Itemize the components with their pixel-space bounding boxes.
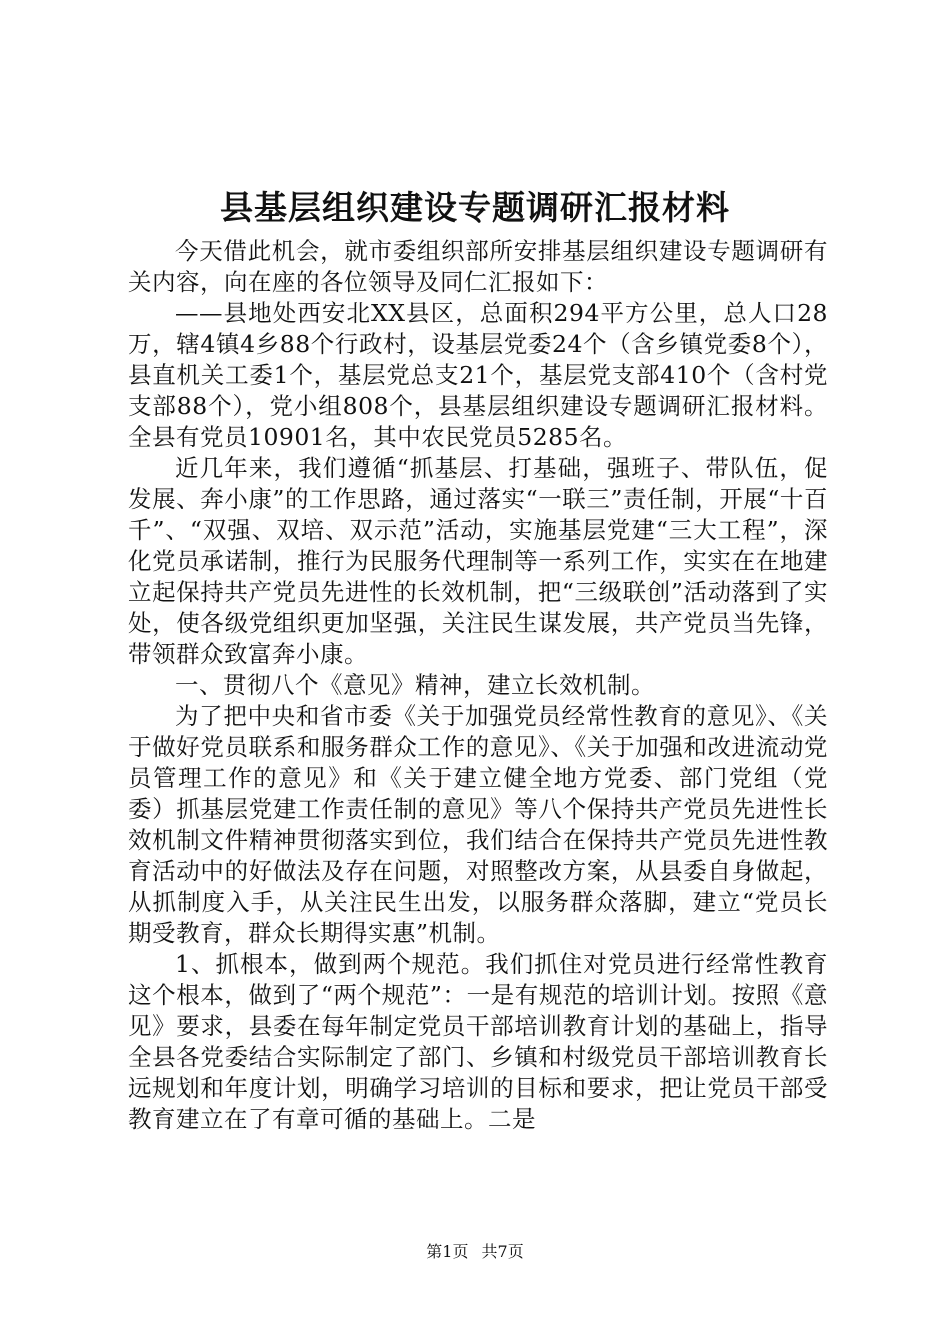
document-body bbox=[128, 236, 828, 1135]
section-heading-1: 一、贯彻八个《意见》精神，建立长效机制。 bbox=[175, 671, 655, 699]
paragraph-section-1: 为了把中央和省市委《关于加强党员经常性教育的意见》、《关于做好党员联系和服务群众工作的意见》、《关于加强和改进流动党员管理工作的意见》和《关于建立健全地方党委、部门党组（党委）抓基层党建工作责任制的意见》等八个保持共产党员先进性长效机制文件精神贯彻落实到位，我们结合在保持共产党员先进性教育活动中的好做法及存在问题，对照整改方案，从县委自身做起，从抓制度入手，从关注民生出发，以服务群众落脚，建立“党员长期受教育，群众长期得实惠”机制。 bbox=[128, 702, 828, 947]
paragraph-county-overview: ——县地处西安北XX县区，总面积294平方公里，总人口28万，辖4镇4乡88个行政村，设基层党委24个（含乡镇党委8个），县直机关工委1个，基层党总支21个，基层党支部410个（含村党支部88个），党小组808个，县基层组织建设专题调研汇报材料。全县有党员10901名，其中农民党员5285名。 bbox=[128, 299, 828, 451]
page-number-total: 共7页 bbox=[481, 1242, 524, 1261]
paragraph-intro: 今天借此机会，就市委组织部所安排基层组织建设专题调研有关内容，向在座的各位领导及同仁汇报如下： bbox=[128, 237, 828, 296]
page-footer bbox=[0, 1240, 950, 1264]
document-title: 县基层组织建设专题调研汇报材料 bbox=[220, 188, 730, 227]
paragraph-recent-work: 近几年来，我们遵循“抓基层、打基础，强班子、带队伍，促发展、奔小康”的工作思路，通过落实“一联三”责任制，开展“十百千”、“双强、双培、双示范”活动，实施基层党建“三大工程”，深化党员承诺制，推行为民服务代理制等一系列工作，实实在在地建立起保持共产党员先进性的长效机制，把“三级联创”活动落到了实处，使各级党组织更加坚强，关注民生谋发展，共产党员当先锋，带领群众致富奔小康。 bbox=[128, 454, 828, 668]
paragraph-subsection-1: 1、抓根本，做到两个规范。我们抓住对党员进行经常性教育这个根本，做到了“两个规范”：一是有规范的培训计划。按照《意见》要求，县委在每年制定党员干部培训教育计划的基础上，指导全县各党委结合实际制定了部门、乡镇和村级党员干部培训教育长远规划和年度计划，明确学习培训的目标和要求，把让党员干部受教育建立在了有章可循的基础上。二是 bbox=[128, 950, 828, 1133]
page-number-current: 第1页 bbox=[426, 1242, 469, 1261]
